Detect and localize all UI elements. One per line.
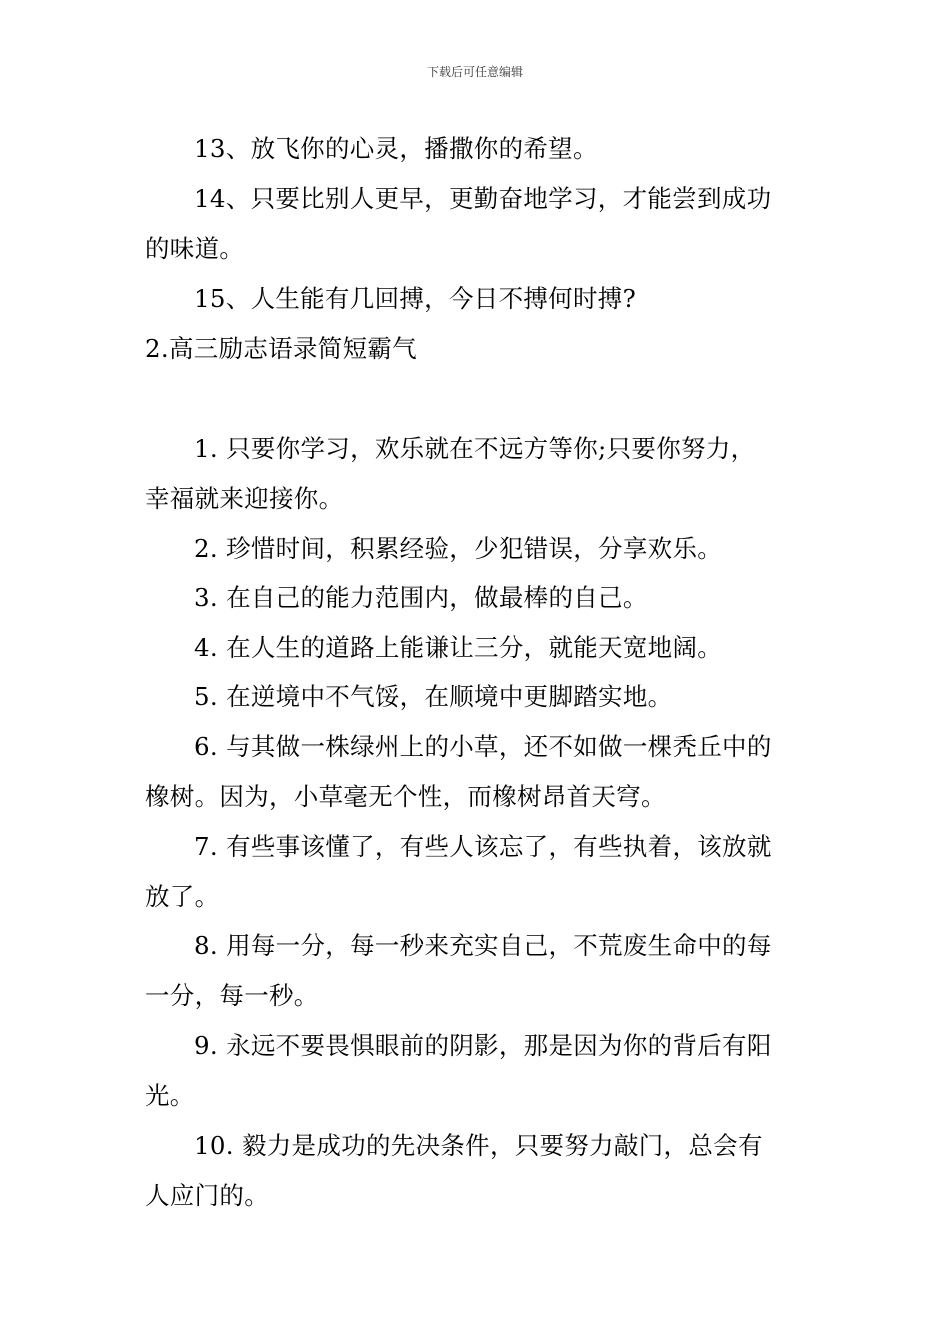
list-item-1-line-2: 幸福就来迎接你。 <box>145 484 344 513</box>
list-item-7-line-2: 放了。 <box>145 882 220 911</box>
list-item-10-line-1: 10. 毅力是成功的先决条件，只要努力敲门，总会有 <box>194 1131 763 1160</box>
list-item-6-line-1: 6. 与其做一株绿州上的小草，还不如做一棵秃丘中的 <box>194 732 772 761</box>
item-13: 13、放飞你的心灵，播撒你的希望。 <box>194 134 598 163</box>
list-item-4: 4. 在人生的道路上能谦让三分，就能天宽地阔。 <box>194 633 723 662</box>
list-item-7-line-1: 7. 有些事该懂了，有些人该忘了，有些执着，该放就 <box>194 832 772 861</box>
section-title: 2.高三励志语录简短霸气 <box>145 334 417 363</box>
list-item-2: 2. 珍惜时间，积累经验，少犯错误，分享欢乐。 <box>194 534 723 563</box>
list-item-5: 5. 在逆境中不气馁，在顺境中更脚踏实地。 <box>194 682 673 711</box>
page-header: 下载后可任意编辑 <box>426 65 523 79</box>
list-item-1-line-1: 1. 只要你学习，欢乐就在不远方等你;只要你努力， <box>194 434 756 463</box>
list-item-6-line-2: 橡树。因为，小草毫无个性，而橡树昂首天穹。 <box>145 782 666 811</box>
item-15: 15、人生能有几回搏，今日不搏何时搏? <box>194 284 637 313</box>
list-item-3: 3. 在自己的能力范围内，做最棒的自己。 <box>194 583 648 612</box>
list-item-9-line-1: 9. 永远不要畏惧眼前的阴影，那是因为你的背后有阳 <box>194 1031 772 1060</box>
list-item-8-line-2: 一分，每一秒。 <box>145 981 319 1010</box>
list-item-8-line-1: 8. 用每一分，每一秒来充实自己，不荒废生命中的每 <box>194 931 772 960</box>
item-14-line-1: 14、只要比别人更早，更勤奋地学习，才能尝到成功 <box>194 184 772 213</box>
list-item-10-line-2: 人应门的。 <box>145 1181 269 1210</box>
item-14-line-2: 的味道。 <box>145 234 245 263</box>
list-item-9-line-2: 光。 <box>145 1081 195 1110</box>
